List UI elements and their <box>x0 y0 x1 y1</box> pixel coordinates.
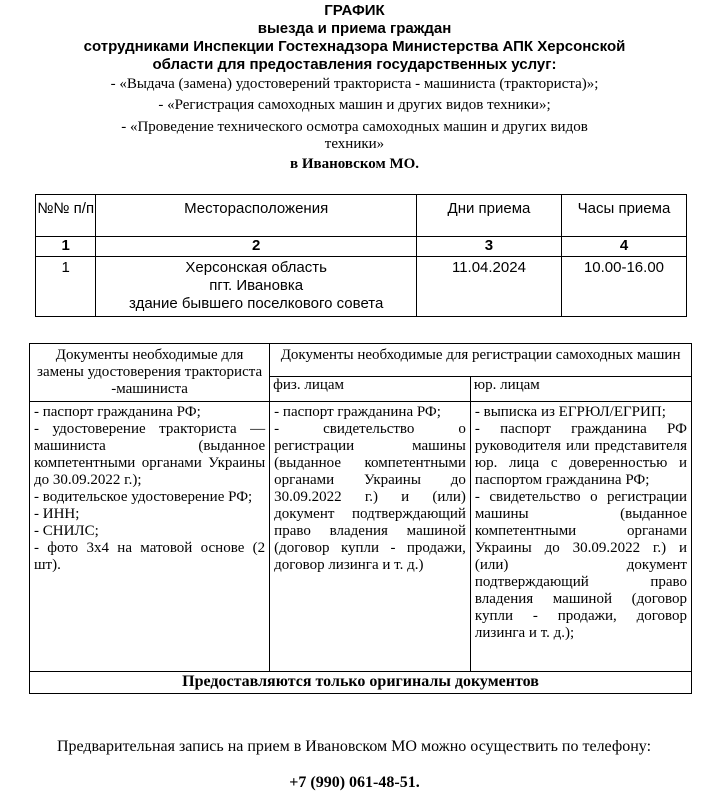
list-item: - водительское удостоверение РФ; <box>34 489 253 505</box>
sub-header-phys: физ. лицам <box>270 377 471 402</box>
service-line-1: - «Выдача (замена) удостоверений тракториста - машиниста (тракториста)»; <box>110 76 599 92</box>
legal-items <box>470 402 691 672</box>
col2-header: Документы необходимые для регистрации самоходных машин <box>270 344 692 377</box>
header-hours: Часы приема <box>561 195 686 237</box>
list-item: - фото 3х4 на матовой основе (2 шт). <box>34 540 266 573</box>
header-num: №№ п/п <box>36 195 96 237</box>
colnum-2: 2 <box>96 237 417 257</box>
place-line-2: пгт. Ивановка <box>209 277 304 294</box>
service-line-3: - «Проведение технического осмотра самоходных машин и других видов <box>121 119 588 135</box>
colnum-3: 3 <box>416 237 561 257</box>
doc-subtitle-2: сотрудниками Инспекции Гостехнадзора Министерства АПК Херсонской <box>83 38 626 55</box>
list-item: - выписка из ЕГРЮЛ/ЕГРИП; <box>474 404 666 420</box>
list-item: - свидетельство о регистрации машины (выданное компетентными органами Украины до 30.09.2022 г.) и (или) документ подтверждающий право владения машиной (договор купли - продажи, договор лизинга и т. д.); <box>474 489 687 641</box>
list-item: - паспорт гражданина РФ руководителя или представителя юр. лица с доверенностью и паспортом гражданина РФ; <box>474 421 687 488</box>
row-date: 11.04.2024 <box>416 257 561 317</box>
colnum-4: 4 <box>561 237 686 257</box>
footer-text: Предварительная запись на прием в Ивановском МО можно осуществить по телефону: <box>56 738 652 755</box>
doc-title: ГРАФИК <box>324 2 385 19</box>
phys-items <box>270 402 471 672</box>
row-place <box>96 257 417 317</box>
schedule-table <box>35 194 687 317</box>
doc-subtitle-3: области для предоставления государственных услуг: <box>152 56 557 73</box>
colnum-1: 1 <box>36 237 96 257</box>
service-line-2: - «Регистрация самоходных машин и других видов техники»; <box>158 97 551 113</box>
list-item: - удостоверение тракториста — машиниста (выданное компетентными органами Украины до 30.09.2022 г.); <box>34 421 266 488</box>
header-place: Месторасположения <box>96 195 417 237</box>
service-line-4: техники» <box>324 136 385 152</box>
sub-header-legal: юр. лицам <box>470 377 691 402</box>
row-hours: 10.00-16.00 <box>561 257 686 317</box>
header-days: Дни приема <box>416 195 561 237</box>
footer-phone: +7 (990) 061-48-51. <box>289 774 420 791</box>
list-item: - ИНН; <box>34 506 80 522</box>
col1-items <box>30 402 270 672</box>
documents-table <box>29 343 692 694</box>
list-item: - паспорт гражданина РФ; <box>34 404 201 420</box>
list-item: - СНИЛС; <box>34 523 99 539</box>
originals-note: Предоставляются только оригиналы документов <box>30 672 692 694</box>
place-line-1: Херсонская область <box>185 259 327 276</box>
doc-subtitle-1: выезда и приема граждан <box>257 20 452 37</box>
location-line: в Ивановском МО. <box>289 156 420 172</box>
col1-header: Документы необходимые для замены удостоверения тракториста -машиниста <box>30 344 270 402</box>
row-num: 1 <box>36 257 96 317</box>
place-line-3: здание бывшего поселкового совета <box>129 295 384 312</box>
list-item: - паспорт гражданина РФ; <box>274 404 441 420</box>
list-item: - свидетельство о регистрации машины (выданное компетентными органами Украины до 30.09.2022 г.) и (или) документ подтверждающий право владения машиной (договор купли - продажи, договор лизинга и т. д.) <box>274 421 466 573</box>
